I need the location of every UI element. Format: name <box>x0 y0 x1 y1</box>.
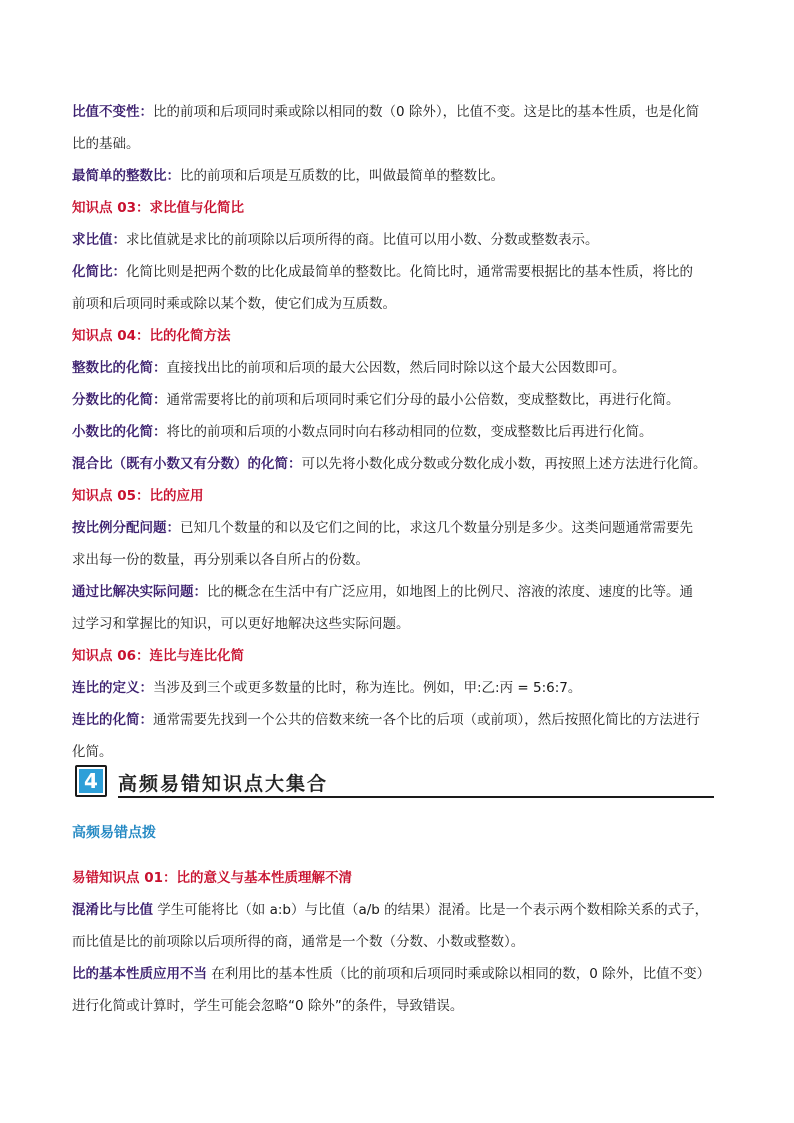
knowledge-point-title: 易错知识点 01：比的意义与基本性质理解不清 <box>72 870 352 886</box>
paragraph-line <box>72 128 732 160</box>
paragraph-line <box>72 256 732 288</box>
paragraph-line <box>72 672 732 704</box>
paragraph-line <box>72 958 732 990</box>
paragraph-text: 直接找出比的前项和后项的最大公因数，然后同时除以这个最大公因数即可。 <box>166 360 626 376</box>
paragraph-line <box>72 416 732 448</box>
term-label: 混合比（既有小数又有分数）的化简： <box>72 456 302 472</box>
term-label: 通过比解决实际问题： <box>72 584 207 600</box>
paragraph-line <box>72 96 732 128</box>
term-label: 化简比： <box>72 264 126 280</box>
knowledge-point-heading <box>72 480 732 512</box>
paragraph-text: 化简。 <box>72 744 113 760</box>
paragraph-text: 通常需要将比的前项和后项同时乘它们分母的最小公倍数，变成整数比，再进行化简。 <box>166 392 680 408</box>
paragraph-text: 在利用比的基本性质（比的前项和后项同时乘或除以相同的数，0 除外，比值不变） <box>207 966 711 982</box>
paragraph-line <box>72 160 732 192</box>
section-number: 4 <box>79 769 103 793</box>
paragraph-line <box>72 448 732 480</box>
knowledge-point-heading <box>72 320 732 352</box>
term-label: 按比例分配问题： <box>72 520 180 536</box>
paragraph-line <box>72 704 732 736</box>
paragraph-line <box>72 544 732 576</box>
paragraph-line <box>72 576 732 608</box>
paragraph-line <box>72 288 732 320</box>
paragraph-text: 进行化简或计算时，学生可能会忽略“0 除外”的条件，导致错误。 <box>72 998 464 1014</box>
term-label: 整数比的化简： <box>72 360 167 376</box>
term-label: 比的基本性质应用不当 <box>72 966 207 982</box>
paragraph-text: 比的概念在生活中有广泛应用，如地图上的比例尺、溶液的浓度、速度的比等。通 <box>207 584 693 600</box>
subheading: 高频易错点拨 <box>72 825 156 841</box>
paragraph-line <box>72 352 732 384</box>
paragraph-line <box>72 894 732 926</box>
term-label: 混淆比与比值 <box>72 902 153 918</box>
paragraph-line <box>72 608 732 640</box>
knowledge-point-title: 知识点 06：连比与连比化简 <box>72 648 244 664</box>
paragraph-text: 过学习和掌握比的知识，可以更好地解决这些实际问题。 <box>72 616 410 632</box>
paragraph-line <box>72 990 732 1022</box>
knowledge-point-heading <box>72 862 732 894</box>
paragraph-line <box>72 736 732 768</box>
paragraph-text: 求出每一份的数量，再分别乘以各自所占的份数。 <box>72 552 369 568</box>
paragraph-line <box>72 224 732 256</box>
paragraph-text: 可以先将小数化成分数或分数化成小数，再按照上述方法进行化简。 <box>301 456 707 472</box>
paragraph-text: 比的前项和后项是互质数的比，叫做最简单的整数比。 <box>180 168 504 184</box>
term-label: 连比的化简： <box>72 712 153 728</box>
paragraph-text: 求比值就是求比的前项除以后项所得的商。比值可以用小数、分数或整数表示。 <box>126 232 599 248</box>
paragraph-text: 将比的前项和后项的小数点同时向右移动相同的位数，变成整数比后再进行化简。 <box>166 424 653 440</box>
paragraph-text: 当涉及到三个或更多数量的比时，称为连比。例如，甲:乙:丙 = 5:6:7。 <box>153 680 582 696</box>
term-label: 小数比的化简： <box>72 424 167 440</box>
section-underline <box>118 796 714 798</box>
knowledge-point-heading <box>72 640 732 672</box>
section-number-badge <box>75 765 107 797</box>
paragraph-line <box>72 512 732 544</box>
term-label: 最简单的整数比： <box>72 168 180 184</box>
term-label: 连比的定义： <box>72 680 153 696</box>
paragraph-line <box>72 384 732 416</box>
paragraph-text: 而比值是比的前项除以后项所得的商，通常是一个数（分数、小数或整数）。 <box>72 934 525 950</box>
knowledge-point-title: 知识点 03：求比值与化简比 <box>72 200 244 216</box>
knowledge-point-title: 知识点 04：比的化简方法 <box>72 328 231 344</box>
term-label: 比值不变性： <box>72 104 153 120</box>
section-heading <box>72 765 714 801</box>
paragraph-text: 化简比则是把两个数的比化成最简单的整数比。化简比时，通常需要根据比的基本性质，将比的 <box>126 264 693 280</box>
paragraph-text: 前项和后项同时乘或除以某个数，使它们成为互质数。 <box>72 296 396 312</box>
term-label: 求比值： <box>72 232 126 248</box>
paragraph-line <box>72 926 732 958</box>
paragraph-text: 比的前项和后项同时乘或除以相同的数（0 除外），比值不变。这是比的基本性质，也是化简 <box>153 104 700 120</box>
paragraph-text: 已知几个数量的和以及它们之间的比，求这几个数量分别是多少。这类问题通常需要先 <box>180 520 693 536</box>
paragraph-text: 通常需要先找到一个公共的倍数来统一各个比的后项（或前项），然后按照化简比的方法进行 <box>153 712 700 728</box>
knowledge-point-title: 知识点 05：比的应用 <box>72 488 204 504</box>
section-title: 高频易错知识点大集合 <box>118 773 329 795</box>
paragraph-text: 比的基础。 <box>72 136 140 152</box>
term-label: 分数比的化简： <box>72 392 167 408</box>
knowledge-point-heading <box>72 192 732 224</box>
paragraph-text: 学生可能将比（如 a:b）与比值（a/b 的结果）混淆。比是一个表示两个数相除关系的式子， <box>153 902 709 918</box>
